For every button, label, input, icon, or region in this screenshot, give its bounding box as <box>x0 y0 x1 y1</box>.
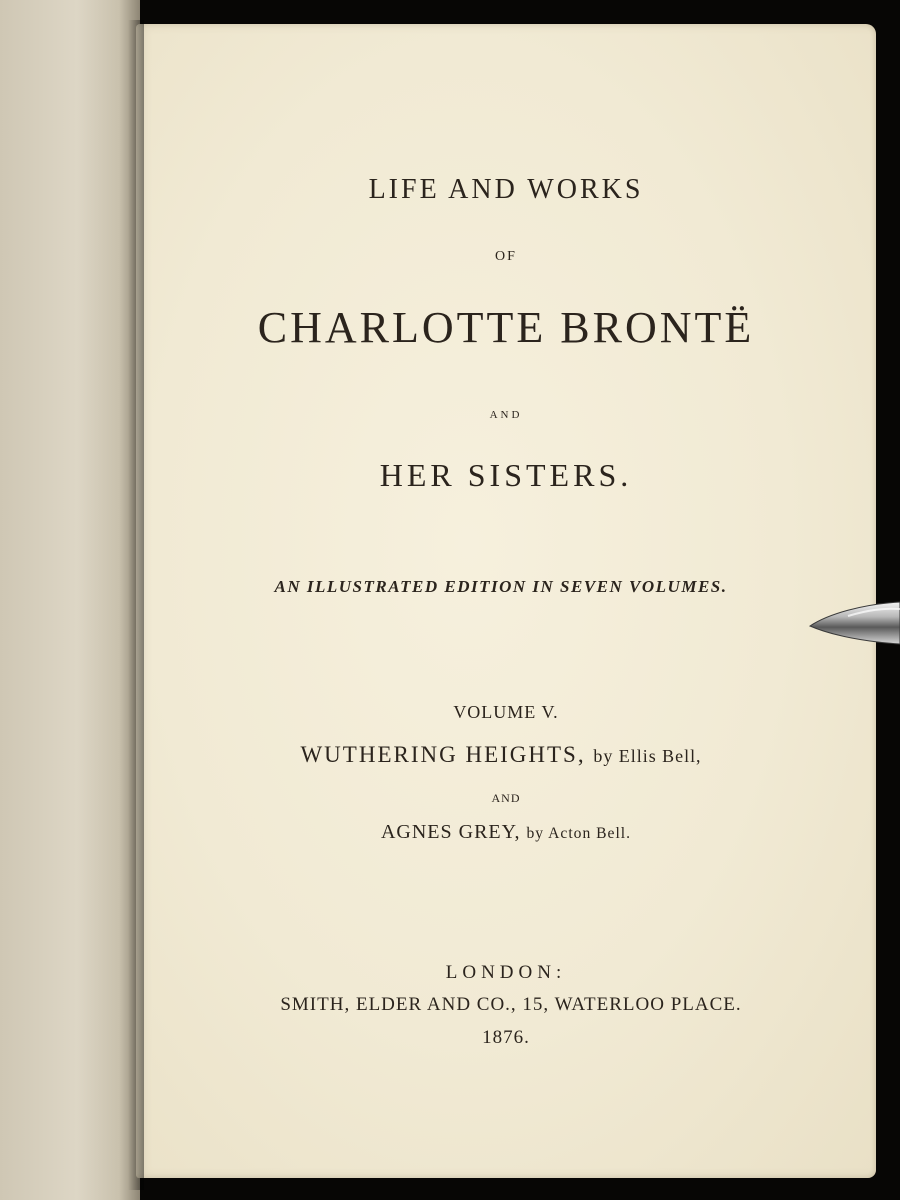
silver-pen-tip-icon <box>808 598 900 648</box>
title-line-life-and-works: LIFE AND WORKS <box>368 174 644 205</box>
gutter-shadow <box>128 20 144 1190</box>
work-two-title: AGNES GREY, <box>380 821 521 843</box>
title-author-name: CHARLOTTE BRONTË <box>257 303 755 352</box>
imprint-city: LONDON: <box>445 962 567 983</box>
imprint-publisher: SMITH, ELDER AND CO., 15, WATERLOO PLACE. <box>280 994 742 1015</box>
title-line-of: OF <box>495 249 517 264</box>
work-one-author: by Ellis Bell, <box>593 746 702 766</box>
work-one-line <box>131 742 871 768</box>
imprint-year: 1876. <box>482 1027 530 1048</box>
edition-statement: AN ILLUSTRATED EDITION IN SEVEN VOLUMES. <box>274 577 728 596</box>
facing-endpaper <box>0 0 140 1200</box>
work-two-line <box>136 821 876 844</box>
work-two-author: by Acton Bell. <box>526 825 632 842</box>
title-line-her-sisters: HER SISTERS. <box>379 457 633 493</box>
title-line-and: AND <box>489 409 523 421</box>
works-conjunction: AND <box>491 791 521 805</box>
work-one-title: WUTHERING HEIGHTS, <box>300 742 586 767</box>
title-page <box>136 24 876 1178</box>
volume-number: VOLUME V. <box>453 702 559 722</box>
